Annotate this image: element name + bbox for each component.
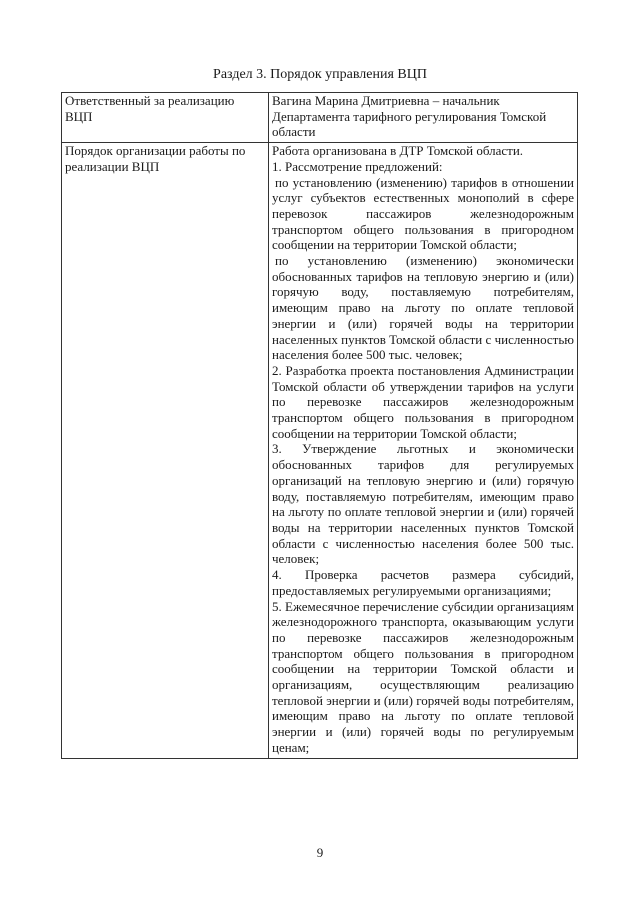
table-row-responsible [62,93,578,143]
responsible-label-cell [62,93,269,143]
item-5: 5. Ежемесячное перечисление субсидии организациям железнодорожного транспорта, оказывающим услуги по перевозке пассажиров железнодорожным транспортом общего пользования в пригородном сообщении на территории Томской области и организациям, осуществляющим реализацию тепловой энергии и (или) горячей воды потребителям, имеющим право на льготу по оплате тепловой энергии и (или) горячей воды по регулируемым ценам; [272,598,574,755]
item-4: 4. Проверка расчетов размера субсидий, предоставляемых регулируемыми организациями; [272,567,574,598]
item-1-heading: 1. Рассмотрение предложений: [272,158,443,174]
responsible-value: Вагина Марина Дмитриевна – начальник Департамента тарифного регулирования Томской области [272,93,547,140]
item-1-sub-a: по установлению (изменению) тарифов в отношении услуг субъектов естественных монополий в сфере перевозок пассажиров железнодорожным транспортом общего пользования в пригородном сообщении на территории Томской области; [272,174,574,253]
responsible-label: Ответственный за реализацию ВЦП [65,93,235,124]
organization-label-cell [62,143,269,758]
organization-content-cell [269,143,578,758]
page-number: 9 [316,845,324,860]
section-title: Раздел 3. Порядок управления ВЦП [213,67,427,82]
organization-label: Порядок организации работы по реализации ВЦП [65,143,246,174]
item-3: 3. Утверждение льготных и экономически обоснованных тарифов для регулируемых организаций на тепловую энергию и (или) горячую воду, поставляемую потребителям, имеющим право на льготу по оплате тепловой энергии и (или) горячей воды на территории населенных пунктов Томской области с численностью населения более 500 тыс. человек; [272,441,574,567]
organization-intro: Работа организована в ДТР Томской области. [272,143,524,159]
item-2: 2. Разработка проекта постановления Администрации Томской области об утверждении тарифов на услуги по перевозке пассажиров железнодорожным транспортом общего пользования в пригородном сообщении на территории Томской области; [272,362,574,441]
item-1-sub-b: по установлению (изменению) экономически обоснованных тарифов на тепловую энергию и (или) горячую воду, поставляемую потребителям, имеющим право на льготу по оплате тепловой энергии и (или) горячей воды на территории населенных пунктов Томской области с численностью населения более 500 тыс. человек; [272,253,574,363]
program-management-table [61,92,578,759]
responsible-value-cell [269,93,578,143]
table-row-organization [62,143,578,758]
